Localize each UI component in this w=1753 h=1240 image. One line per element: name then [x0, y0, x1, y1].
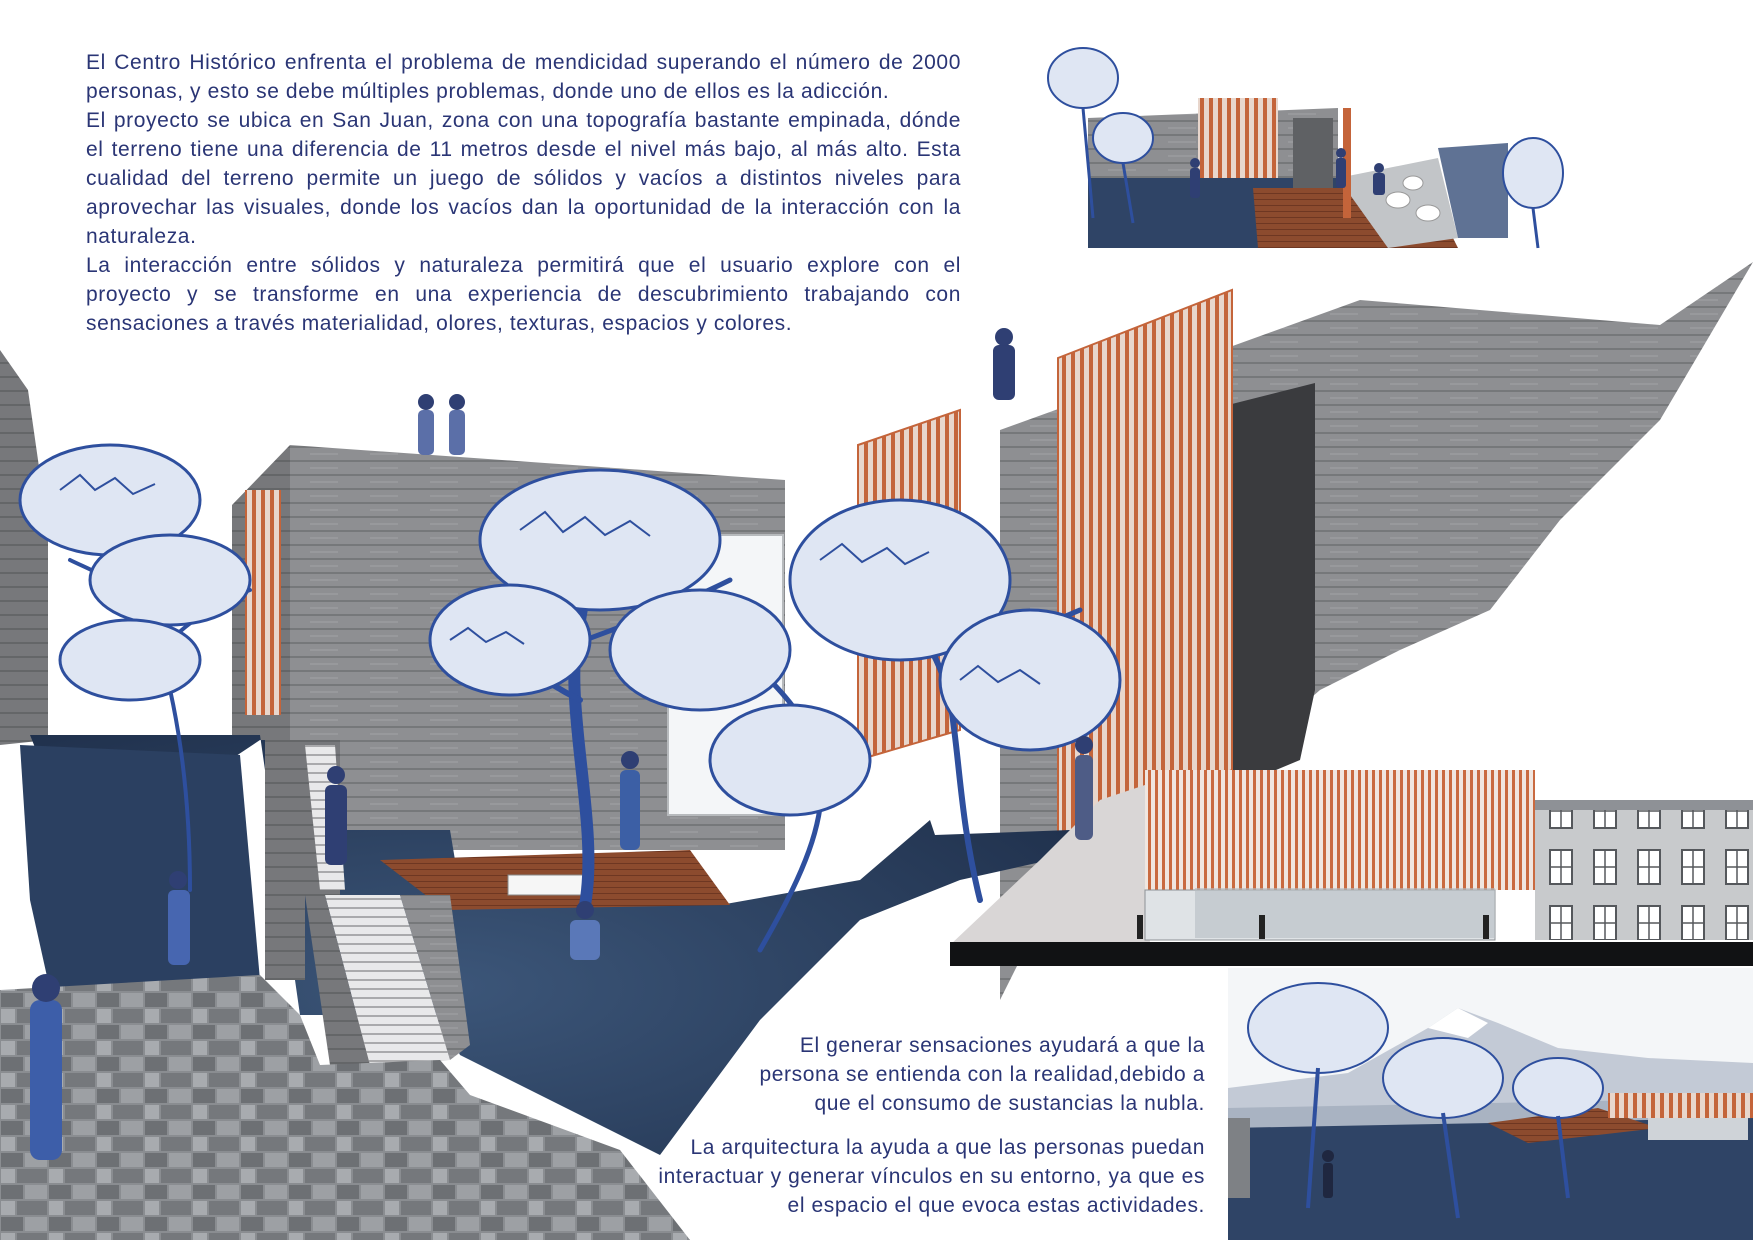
- neighbour-roof: [1535, 800, 1753, 810]
- intro-paragraph-3: La interacción entre sólidos y naturaleza permitirá que el usuario explore con el proyecto y se transforme en una experiencia de descubrimiento trabajando con sensaciones a través materialidad, olores, texturas, espacios y colores.: [86, 254, 961, 335]
- bench-block: [508, 875, 588, 895]
- outro-1-line-1: El generar sensaciones ayudará a que la: [799, 1034, 1205, 1057]
- outro-2-line-2: interactuar y generar vínculos en su entorno, ya que es: [658, 1165, 1205, 1188]
- outro-2-line-3: el espacio el que evoca estas actividades.: [787, 1194, 1205, 1217]
- wood-slat-screen-left: [245, 490, 281, 715]
- inset-perspective-bottom: [1228, 968, 1753, 1240]
- inset-top-drawing: [1038, 38, 1590, 258]
- outro-2-line-1: La arquitectura la ayuda a que las personas puedan: [690, 1136, 1205, 1159]
- intro-paragraph-2: El proyecto se ubica en San Juan, zona con una topografía bastante empinada, dónde el terreno tiene una diferencia de 11 metros desde el nivel más bajo, al más alto. Esta cualidad del terreno permite un juego de sólidos y vacíos a distintos niveles para aprovechar las visuales, donde los vacíos dan la oportunidad de la interacción con la naturaleza.: [86, 109, 961, 248]
- left-concrete-wall: [0, 350, 48, 745]
- slat-building-base: [1195, 888, 1495, 938]
- outro-1-line-2: persona se entienda con la realidad,debido a: [759, 1063, 1205, 1086]
- dark-blue-ground-left: [20, 745, 260, 990]
- intro-text: [86, 48, 961, 338]
- street-line: [950, 942, 1753, 966]
- inset-bottom-drawing: [1228, 968, 1753, 1240]
- outro-paragraph-1: [640, 1031, 1205, 1118]
- intro-paragraph-1: El Centro Histórico enfrenta el problema de mendicidad superando el número de 2000 personas, y esto se debe múltiples problemas, donde uno de ellos es la adicción.: [86, 51, 961, 103]
- outro-1-line-3: que el consumo de sustancias la nubla.: [814, 1092, 1205, 1115]
- neighbour-building: [1535, 800, 1753, 940]
- outro-paragraph-2: [520, 1133, 1205, 1220]
- inset-perspective-top: [1038, 38, 1590, 258]
- dark-doorway: [1228, 383, 1315, 790]
- slat-building-roof: [1145, 770, 1535, 890]
